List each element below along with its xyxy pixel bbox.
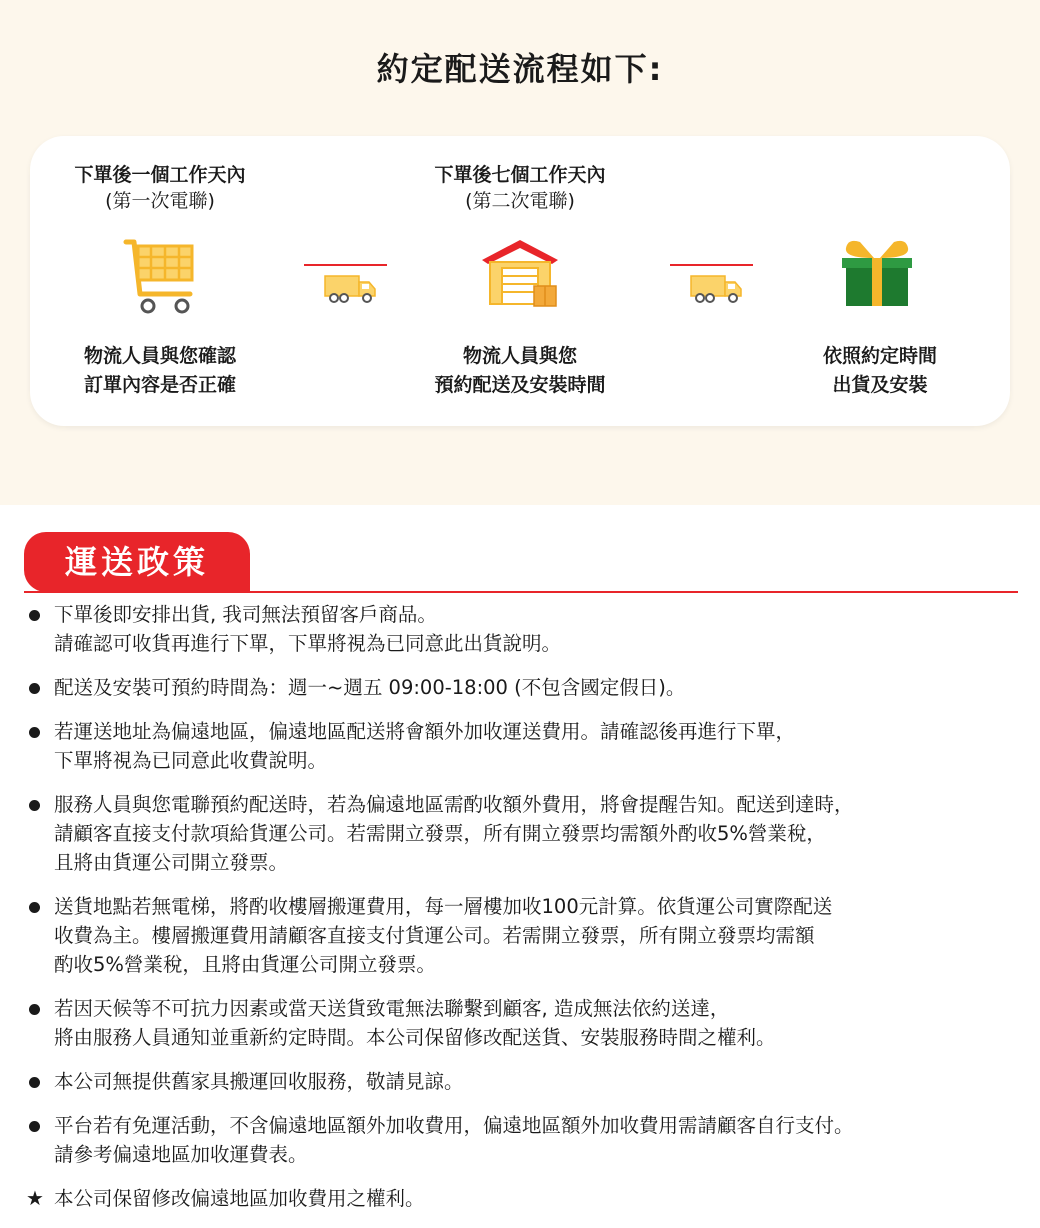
shopping-cart-icon <box>124 236 198 316</box>
star-icon: ★ <box>26 1186 44 1210</box>
policy-line: 服務人員與您電聯預約配送時，若為偏遠地區需酌收額外費用，將會提醒告知。配送到達時， <box>54 793 854 816</box>
policy-line: 請參考偏遠地區加收運費表。 <box>54 1143 308 1166</box>
gift-box-icon <box>840 236 914 310</box>
step-ship-install <box>770 342 990 400</box>
step-text-line: 訂單內容是否正確 <box>83 374 236 396</box>
policy-item <box>26 1111 1026 1169</box>
bullet-icon <box>29 1077 40 1088</box>
flow-title: 約定配送流程如下: <box>376 50 664 88</box>
bullet-icon <box>29 610 40 621</box>
step-text-line: 出貨及安裝 <box>832 374 928 396</box>
policy-line: 配送及安裝可預約時間為：週一~週五 09:00-18:00 (不包含國定假日)。 <box>54 676 686 699</box>
policy-item <box>26 1184 1026 1213</box>
bullet-icon <box>29 800 40 811</box>
bullet-icon <box>29 1121 40 1132</box>
policy-line: 若因天候等不可抗力因素或當天送貨致電無法聯繫到顧客, 造成無法依約送達， <box>54 997 730 1020</box>
flow-connector <box>304 264 387 306</box>
step-confirm-order <box>50 342 270 400</box>
policy-list <box>26 600 1026 1228</box>
policy-item <box>26 600 1026 658</box>
step-text-line: 預約配送及安裝時間 <box>434 374 606 396</box>
step-schedule-delivery <box>410 342 630 400</box>
policy-item <box>26 994 1026 1052</box>
step-text-line: 物流人員與您確認 <box>83 345 236 367</box>
stage-header-second-call <box>410 162 630 214</box>
stage-header-main: 下單後七個工作天內 <box>434 164 606 186</box>
policy-item <box>26 717 1026 775</box>
stage-header-first-call <box>50 162 270 214</box>
step-text-line: 依照約定時間 <box>822 345 937 367</box>
policy-line: 送貨地點若無電梯，將酌收樓層搬運費用，每一層樓加收100元計算。依貨運公司實際配送 <box>54 895 833 918</box>
policy-line: 下單後即安排出貨, 我司無法預留客戶商品。 <box>54 603 437 626</box>
connector-line <box>670 264 753 266</box>
delivery-truck-icon <box>690 274 742 304</box>
policy-item <box>26 790 1026 877</box>
policy-title: 運送政策 <box>24 532 250 592</box>
bullet-icon <box>29 683 40 694</box>
policy-line: 本公司無提供舊家具搬運回收服務，敬請見諒。 <box>54 1070 464 1093</box>
flow-card <box>30 136 1010 426</box>
policy-line: 酌收5%營業稅，且將由貨運公司開立發票。 <box>54 953 436 976</box>
policy-item <box>26 1067 1026 1096</box>
policy-line: 請確認可收貨再進行下單，下單將視為已同意此出貨說明。 <box>54 632 562 655</box>
bullet-icon <box>29 1004 40 1015</box>
policy-divider <box>24 591 1018 593</box>
policy-item <box>26 673 1026 702</box>
policy-line: 請顧客直接支付款項給貨運公司。若需開立發票，所有開立發票均需額外酌收5%營業稅， <box>54 822 826 845</box>
policy-item <box>26 892 1026 979</box>
policy-line: 若運送地址為偏遠地區，偏遠地區配送將會額外加收運送費用。請確認後再進行下單， <box>54 720 796 743</box>
stage-header-sub: (第二次電聯) <box>465 190 575 212</box>
policy-line: 且將由貨運公司開立發票。 <box>54 851 289 874</box>
policy-line: 本公司保留修改偏遠地區加收費用之權利。 <box>54 1187 425 1210</box>
connector-line <box>304 264 387 266</box>
step-text-line: 物流人員與您 <box>462 345 577 367</box>
policy-line: 平台若有免運活動，不含偏遠地區額外加收費用，偏遠地區額外加收費用需請顧客自行支付。 <box>54 1114 854 1137</box>
delivery-truck-icon <box>324 274 376 304</box>
bullet-icon <box>29 902 40 913</box>
policy-line: 將由服務人員通知並重新約定時間。本公司保留修改配送貨、安裝服務時間之權利。 <box>54 1026 776 1049</box>
policy-line: 收費為主。樓層搬運費用請顧客直接支付貨運公司。若需開立發票，所有開立發票均需額 <box>54 924 815 947</box>
stage-header-sub: (第一次電聯) <box>105 190 215 212</box>
policy-line: 下單將視為已同意此收費說明。 <box>54 749 328 772</box>
flow-connector <box>670 264 753 306</box>
warehouse-icon <box>480 236 562 310</box>
delivery-flow-section <box>0 0 1040 505</box>
bullet-icon <box>29 727 40 738</box>
stage-header-main: 下單後一個工作天內 <box>74 164 246 186</box>
